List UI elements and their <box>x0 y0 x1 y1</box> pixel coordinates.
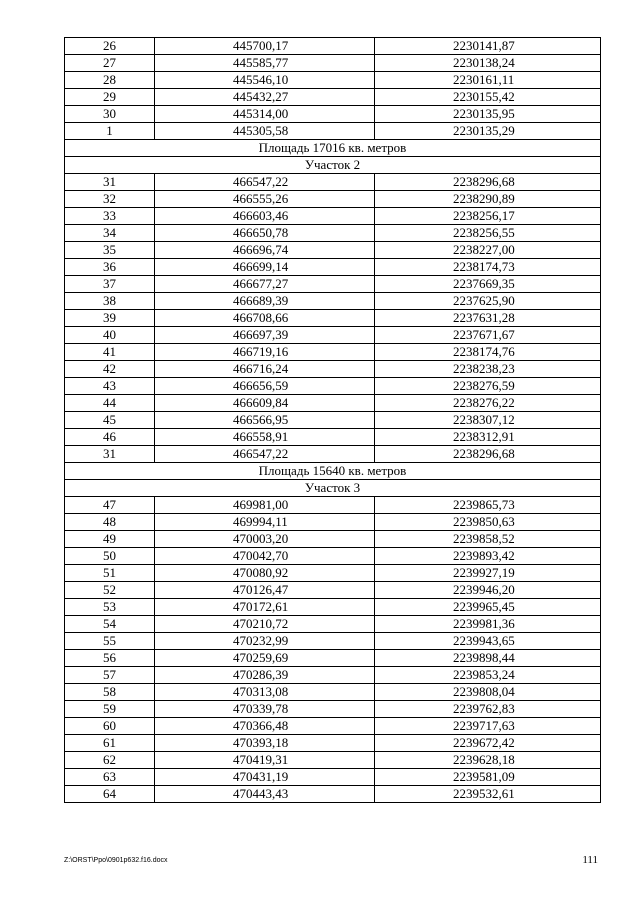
y-coordinate-cell: 2239943,65 <box>375 633 601 650</box>
y-coordinate-cell: 2238227,00 <box>375 242 601 259</box>
y-coordinate-cell: 2239853,24 <box>375 667 601 684</box>
point-number-cell: 61 <box>65 735 155 752</box>
table-row <box>65 310 601 327</box>
x-coordinate-cell: 445546,10 <box>155 72 375 89</box>
table-row <box>65 242 601 259</box>
y-coordinate-cell: 2238276,22 <box>375 395 601 412</box>
point-number-cell: 54 <box>65 616 155 633</box>
table-row <box>65 344 601 361</box>
point-number-cell: 38 <box>65 293 155 310</box>
y-coordinate-cell: 2238296,68 <box>375 446 601 463</box>
x-coordinate-cell: 469994,11 <box>155 514 375 531</box>
y-coordinate-cell: 2239946,20 <box>375 582 601 599</box>
table-row <box>65 191 601 208</box>
point-number-cell: 50 <box>65 548 155 565</box>
x-coordinate-cell: 470393,18 <box>155 735 375 752</box>
point-number-cell: 33 <box>65 208 155 225</box>
point-number-cell: 29 <box>65 89 155 106</box>
y-coordinate-cell: 2230135,95 <box>375 106 601 123</box>
x-coordinate-cell: 470431,19 <box>155 769 375 786</box>
point-number-cell: 63 <box>65 769 155 786</box>
table-row <box>65 616 601 633</box>
y-coordinate-cell: 2230155,42 <box>375 89 601 106</box>
section-label: Участок 2 <box>65 157 601 174</box>
x-coordinate-cell: 466603,46 <box>155 208 375 225</box>
table-row <box>65 735 601 752</box>
x-coordinate-cell: 445700,17 <box>155 38 375 55</box>
y-coordinate-cell: 2239672,42 <box>375 735 601 752</box>
point-number-cell: 39 <box>65 310 155 327</box>
y-coordinate-cell: 2237625,90 <box>375 293 601 310</box>
y-coordinate-cell: 2239927,19 <box>375 565 601 582</box>
point-number-cell: 44 <box>65 395 155 412</box>
x-coordinate-cell: 470366,48 <box>155 718 375 735</box>
y-coordinate-cell: 2230161,11 <box>375 72 601 89</box>
coordinates-table <box>64 37 601 803</box>
section-row <box>65 480 601 497</box>
footer-file-path: Z:\ORST\Ppo\0901p632.f16.docx <box>64 857 168 864</box>
x-coordinate-cell: 470443,43 <box>155 786 375 803</box>
x-coordinate-cell: 445585,77 <box>155 55 375 72</box>
table-row <box>65 565 601 582</box>
x-coordinate-cell: 466699,14 <box>155 259 375 276</box>
y-coordinate-cell: 2239850,63 <box>375 514 601 531</box>
y-coordinate-cell: 2230135,29 <box>375 123 601 140</box>
y-coordinate-cell: 2238307,12 <box>375 412 601 429</box>
point-number-cell: 58 <box>65 684 155 701</box>
table-row <box>65 89 601 106</box>
y-coordinate-cell: 2238174,76 <box>375 344 601 361</box>
x-coordinate-cell: 470339,78 <box>155 701 375 718</box>
y-coordinate-cell: 2238238,23 <box>375 361 601 378</box>
point-number-cell: 52 <box>65 582 155 599</box>
page-number: 111 <box>582 854 598 866</box>
point-number-cell: 41 <box>65 344 155 361</box>
y-coordinate-cell: 2239581,09 <box>375 769 601 786</box>
point-number-cell: 43 <box>65 378 155 395</box>
x-coordinate-cell: 466547,22 <box>155 174 375 191</box>
point-number-cell: 53 <box>65 599 155 616</box>
y-coordinate-cell: 2239808,04 <box>375 684 601 701</box>
y-coordinate-cell: 2239981,36 <box>375 616 601 633</box>
table-row <box>65 38 601 55</box>
section-row <box>65 463 601 480</box>
x-coordinate-cell: 466689,39 <box>155 293 375 310</box>
table-row <box>65 599 601 616</box>
table-row <box>65 769 601 786</box>
table-row <box>65 497 601 514</box>
table-row <box>65 667 601 684</box>
table-row <box>65 531 601 548</box>
y-coordinate-cell: 2239532,61 <box>375 786 601 803</box>
point-number-cell: 36 <box>65 259 155 276</box>
table-row <box>65 701 601 718</box>
point-number-cell: 28 <box>65 72 155 89</box>
x-coordinate-cell: 470210,72 <box>155 616 375 633</box>
y-coordinate-cell: 2239717,63 <box>375 718 601 735</box>
point-number-cell: 47 <box>65 497 155 514</box>
x-coordinate-cell: 470003,20 <box>155 531 375 548</box>
table-row <box>65 361 601 378</box>
point-number-cell: 31 <box>65 174 155 191</box>
table-row <box>65 208 601 225</box>
point-number-cell: 64 <box>65 786 155 803</box>
x-coordinate-cell: 445432,27 <box>155 89 375 106</box>
x-coordinate-cell: 470172,61 <box>155 599 375 616</box>
x-coordinate-cell: 466719,16 <box>155 344 375 361</box>
point-number-cell: 57 <box>65 667 155 684</box>
point-number-cell: 51 <box>65 565 155 582</box>
point-number-cell: 40 <box>65 327 155 344</box>
point-number-cell: 26 <box>65 38 155 55</box>
x-coordinate-cell: 470232,99 <box>155 633 375 650</box>
point-number-cell: 34 <box>65 225 155 242</box>
y-coordinate-cell: 2238174,73 <box>375 259 601 276</box>
y-coordinate-cell: 2239762,83 <box>375 701 601 718</box>
y-coordinate-cell: 2238296,68 <box>375 174 601 191</box>
point-number-cell: 31 <box>65 446 155 463</box>
coordinates-table-body <box>65 38 601 803</box>
y-coordinate-cell: 2239865,73 <box>375 497 601 514</box>
table-row <box>65 174 601 191</box>
point-number-cell: 30 <box>65 106 155 123</box>
x-coordinate-cell: 469981,00 <box>155 497 375 514</box>
table-row <box>65 225 601 242</box>
x-coordinate-cell: 470042,70 <box>155 548 375 565</box>
x-coordinate-cell: 466656,59 <box>155 378 375 395</box>
x-coordinate-cell: 466558,91 <box>155 429 375 446</box>
table-row <box>65 276 601 293</box>
x-coordinate-cell: 466555,26 <box>155 191 375 208</box>
y-coordinate-cell: 2239965,45 <box>375 599 601 616</box>
table-row <box>65 446 601 463</box>
x-coordinate-cell: 466677,27 <box>155 276 375 293</box>
table-row <box>65 752 601 769</box>
table-row <box>65 684 601 701</box>
section-label: Площадь 17016 кв. метров <box>65 140 601 157</box>
table-row <box>65 514 601 531</box>
y-coordinate-cell: 2239628,18 <box>375 752 601 769</box>
y-coordinate-cell: 2230141,87 <box>375 38 601 55</box>
section-label: Участок 3 <box>65 480 601 497</box>
table-row <box>65 429 601 446</box>
x-coordinate-cell: 470286,39 <box>155 667 375 684</box>
x-coordinate-cell: 470419,31 <box>155 752 375 769</box>
point-number-cell: 49 <box>65 531 155 548</box>
section-row <box>65 140 601 157</box>
point-number-cell: 37 <box>65 276 155 293</box>
table-row <box>65 582 601 599</box>
section-row <box>65 157 601 174</box>
point-number-cell: 27 <box>65 55 155 72</box>
point-number-cell: 42 <box>65 361 155 378</box>
table-row <box>65 633 601 650</box>
table-row <box>65 123 601 140</box>
point-number-cell: 1 <box>65 123 155 140</box>
table-row <box>65 786 601 803</box>
y-coordinate-cell: 2238290,89 <box>375 191 601 208</box>
y-coordinate-cell: 2237631,28 <box>375 310 601 327</box>
x-coordinate-cell: 470126,47 <box>155 582 375 599</box>
point-number-cell: 55 <box>65 633 155 650</box>
point-number-cell: 45 <box>65 412 155 429</box>
y-coordinate-cell: 2238256,55 <box>375 225 601 242</box>
point-number-cell: 59 <box>65 701 155 718</box>
y-coordinate-cell: 2238256,17 <box>375 208 601 225</box>
x-coordinate-cell: 466696,74 <box>155 242 375 259</box>
x-coordinate-cell: 470259,69 <box>155 650 375 667</box>
point-number-cell: 35 <box>65 242 155 259</box>
y-coordinate-cell: 2230138,24 <box>375 55 601 72</box>
x-coordinate-cell: 466547,22 <box>155 446 375 463</box>
table-row <box>65 259 601 276</box>
x-coordinate-cell: 470080,92 <box>155 565 375 582</box>
x-coordinate-cell: 466708,66 <box>155 310 375 327</box>
y-coordinate-cell: 2239898,44 <box>375 650 601 667</box>
table-row <box>65 72 601 89</box>
table-row <box>65 106 601 123</box>
table-row <box>65 718 601 735</box>
section-label: Площадь 15640 кв. метров <box>65 463 601 480</box>
y-coordinate-cell: 2239858,52 <box>375 531 601 548</box>
x-coordinate-cell: 470313,08 <box>155 684 375 701</box>
point-number-cell: 62 <box>65 752 155 769</box>
x-coordinate-cell: 445314,00 <box>155 106 375 123</box>
y-coordinate-cell: 2238276,59 <box>375 378 601 395</box>
x-coordinate-cell: 466566,95 <box>155 412 375 429</box>
x-coordinate-cell: 466650,78 <box>155 225 375 242</box>
table-row <box>65 327 601 344</box>
table-row <box>65 55 601 72</box>
x-coordinate-cell: 445305,58 <box>155 123 375 140</box>
y-coordinate-cell: 2237671,67 <box>375 327 601 344</box>
table-row <box>65 378 601 395</box>
y-coordinate-cell: 2239893,42 <box>375 548 601 565</box>
x-coordinate-cell: 466697,39 <box>155 327 375 344</box>
y-coordinate-cell: 2237669,35 <box>375 276 601 293</box>
table-row <box>65 293 601 310</box>
y-coordinate-cell: 2238312,91 <box>375 429 601 446</box>
point-number-cell: 56 <box>65 650 155 667</box>
x-coordinate-cell: 466609,84 <box>155 395 375 412</box>
table-row <box>65 412 601 429</box>
x-coordinate-cell: 466716,24 <box>155 361 375 378</box>
point-number-cell: 60 <box>65 718 155 735</box>
point-number-cell: 48 <box>65 514 155 531</box>
point-number-cell: 46 <box>65 429 155 446</box>
table-row <box>65 395 601 412</box>
point-number-cell: 32 <box>65 191 155 208</box>
table-row <box>65 548 601 565</box>
table-row <box>65 650 601 667</box>
